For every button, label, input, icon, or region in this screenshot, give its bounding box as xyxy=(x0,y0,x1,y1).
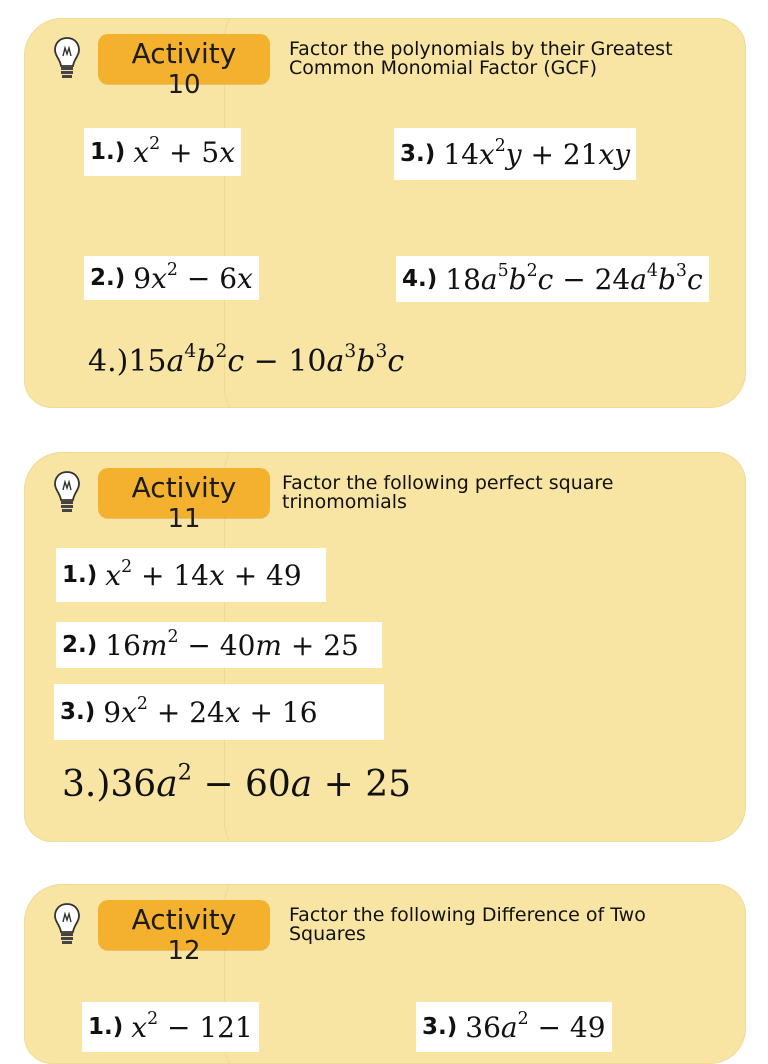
problem-item xyxy=(54,684,384,740)
activity-badge-number: 10 xyxy=(167,70,201,100)
problem-number: 1.) xyxy=(62,562,98,588)
activity-badge-title: Activity xyxy=(131,471,237,504)
problem-number: 3.) xyxy=(60,699,96,725)
lightbulb-icon xyxy=(54,902,80,948)
problem-number: 3.) xyxy=(62,764,111,805)
lightbulb-icon xyxy=(54,470,80,516)
problem-number: 4.) xyxy=(88,344,129,379)
activity-instruction: Factor the following Difference of Two Squares xyxy=(289,904,646,945)
problem-number: 1.) xyxy=(90,139,126,165)
problem-number: 1.) xyxy=(88,1014,124,1040)
activity-11-card xyxy=(24,452,746,842)
problem-item xyxy=(84,256,259,300)
activity-instruction: Factor the following perfect square trinomomials xyxy=(282,472,614,513)
problem-item xyxy=(56,622,382,668)
problem-expression: $x^2 + 5x$ xyxy=(133,133,235,169)
activity-badge-number: 12 xyxy=(167,936,201,966)
problem-expression: $36a^2 - 49$ xyxy=(465,1008,606,1044)
problem-expression: $9x^2 + 24x + 16$ xyxy=(103,693,318,729)
activity-instruction: Factor the polynomials by their Greatest Common Monomial Factor (GCF) xyxy=(289,38,673,79)
problem-number: 2.) xyxy=(90,265,126,291)
problem-item xyxy=(416,1002,612,1052)
activity-badge-number: 11 xyxy=(167,504,201,534)
activity-badge-title: Activity xyxy=(131,903,237,936)
activity-12-card xyxy=(24,884,746,1064)
problem-number: 3.) xyxy=(400,141,436,167)
problem-item xyxy=(82,1002,259,1052)
problem-expression: $x^2 + 14x + 49$ xyxy=(105,556,302,592)
problem-expression: $16m^2 - 40m + 25$ xyxy=(105,626,359,662)
problem-item xyxy=(396,256,709,302)
problem-number: 4.) xyxy=(402,266,438,292)
extra-problem: $3.)36a^2 - 60a + 25$ xyxy=(62,759,412,805)
problem-item xyxy=(56,548,326,602)
problem-item xyxy=(84,128,241,176)
problem-item xyxy=(394,128,636,180)
activity-badge-title: Activity xyxy=(131,37,237,70)
activity-10-card xyxy=(24,18,746,408)
problem-expression: $14x^2y + 21xy$ xyxy=(443,135,631,171)
lightbulb-icon xyxy=(54,36,80,82)
problem-expression: $9x^2 - 6x$ xyxy=(133,259,253,295)
problem-number: 2.) xyxy=(62,632,98,658)
problem-number: 3.) xyxy=(422,1014,458,1040)
extra-problem: $4.)15a^4b^2c - 10a^3b^3c$ xyxy=(88,341,405,379)
problem-expression: $18a^5b^2c - 24a^4b^3c$ xyxy=(445,260,703,296)
problem-expression: $x^2 - 121$ xyxy=(131,1008,253,1044)
